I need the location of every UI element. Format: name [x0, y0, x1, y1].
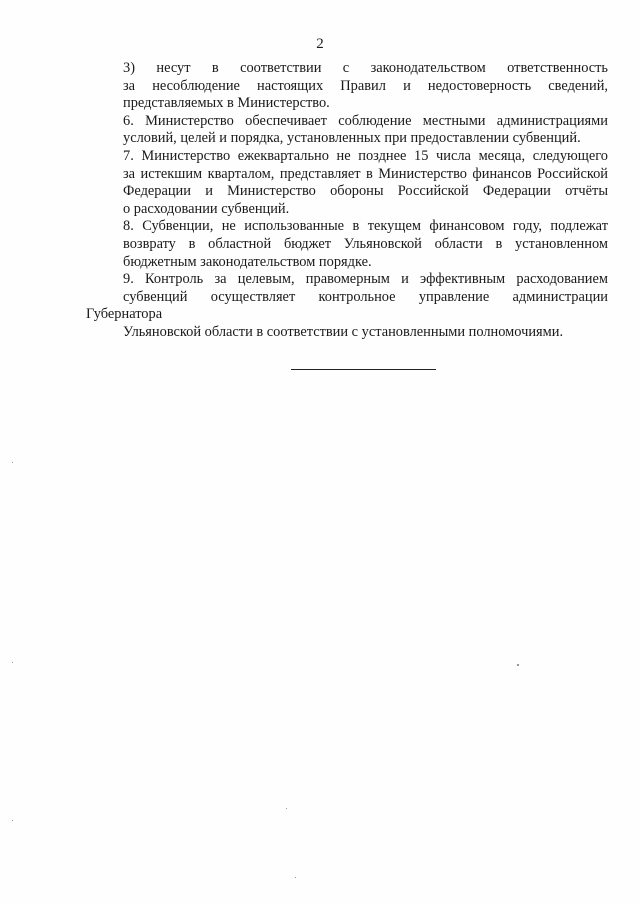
scan-speck: [295, 877, 296, 878]
text-line: 6. Министерство обеспечивает соблюдение местными администрациями: [123, 112, 608, 129]
text-line: за несоблюдение настоящих Правил и недостоверность сведений,: [123, 77, 608, 94]
text-line: 7. Министерство ежеквартально не позднее 15 числа месяца, следующего: [123, 147, 608, 164]
text-line: Ульяновской области в соответствии с установленными полномочиями.: [123, 323, 564, 340]
text-line: бюджетным законодательством порядке.: [123, 253, 372, 270]
paragraph-8: [86, 218, 608, 271]
scan-speck: [286, 808, 287, 809]
paragraph-9: [86, 271, 608, 341]
document-body: [86, 60, 608, 342]
text-line: за истекшим кварталом, представляет в Министерство финансов Российской: [123, 165, 608, 182]
text-line: о расходовании субвенций.: [123, 200, 290, 217]
text-line: Федерации и Министерство обороны Российской Федерации отчёты: [123, 183, 608, 200]
text-line: 3) несут в соответствии с законодательством ответственность: [123, 60, 608, 76]
end-separator-line: [291, 369, 436, 370]
text-line: 9. Контроль за целевым, правомерным и эффективным расходованием: [123, 271, 608, 288]
text-line: 8. Субвенции, не использованные в текущем финансовом году, подлежат: [123, 218, 608, 235]
paragraph-6: [86, 113, 608, 148]
paragraph-item-3: [86, 60, 608, 113]
text-line: условий, целей и порядка, установленных при предоставлении субвенций.: [123, 130, 581, 147]
scan-speck: [12, 820, 13, 821]
scan-speck: [12, 462, 13, 463]
paragraph-7: [86, 148, 608, 218]
scan-speck: [517, 664, 519, 666]
text-line: возврату в областной бюджет Ульяновской области в установленном: [123, 235, 608, 252]
scan-speck: [12, 662, 13, 663]
page-number: 2: [316, 36, 324, 52]
text-line: представляемых в Министерство.: [123, 95, 330, 112]
text-line: субвенций осуществляет контрольное управление администрации Губернатора: [86, 288, 608, 323]
